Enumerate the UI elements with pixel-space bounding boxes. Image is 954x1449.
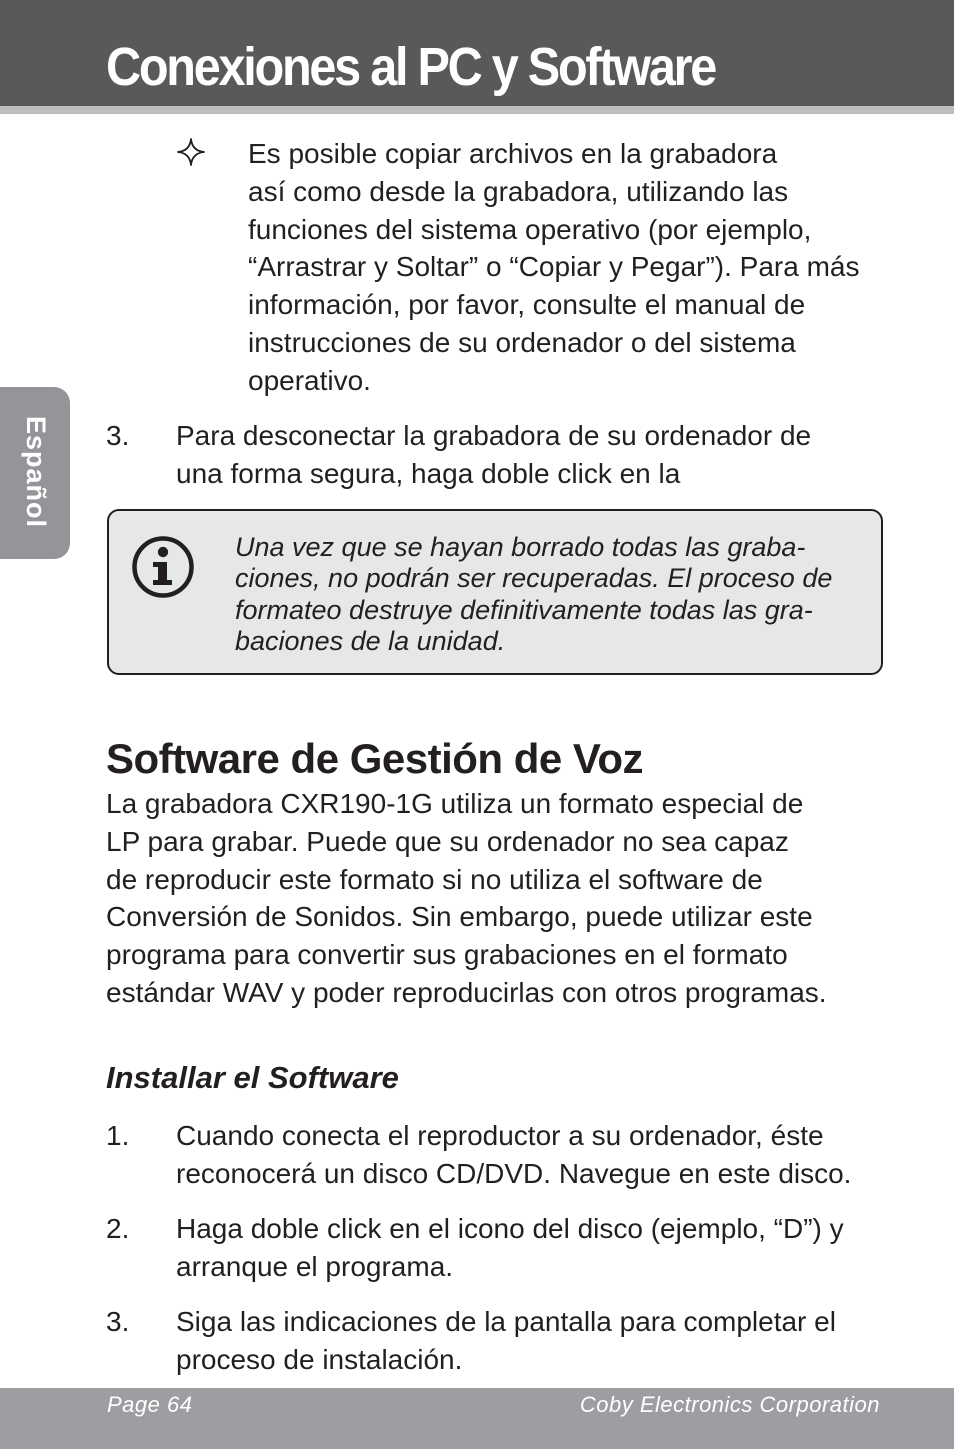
text-line: Siga las indicaciones de la pantalla para completar el xyxy=(176,1306,836,1337)
text-line: una forma segura, haga doble click en la xyxy=(176,457,681,489)
company-name: Coby Electronics Corporation xyxy=(579,1392,880,1417)
text-line: formateo destruye definitivamente todas las gra- xyxy=(235,594,813,625)
step-text xyxy=(176,1210,896,1286)
text-line: información, por favor, consulte el manual de xyxy=(248,289,806,321)
bullet-text xyxy=(248,135,898,400)
language-tab-label: Español xyxy=(21,416,51,529)
step-number: 3. xyxy=(106,1306,130,1337)
text-line: funciones del sistema operativo (por ejemplo, xyxy=(248,213,812,245)
step-text xyxy=(176,1117,896,1193)
text-line: Conversión de Sonidos. Sin embargo, puede utilizar este xyxy=(106,901,813,933)
step-number: 3. xyxy=(106,420,130,451)
four-point-star-icon xyxy=(176,137,206,167)
section-paragraph xyxy=(106,785,896,1012)
step-text xyxy=(176,1303,896,1379)
text-line: estándar WAV y poder reproducirlas con otros programas. xyxy=(106,976,827,1008)
text-line: reconocerá un disco CD/DVD. Navegue en este disco. xyxy=(176,1157,852,1189)
note-box xyxy=(107,509,883,675)
step-text xyxy=(176,417,896,493)
text-line: instrucciones de su ordenador o del sistema xyxy=(248,326,796,358)
text-line: Haga doble click en el icono del disco (ejemplo, “D”) y xyxy=(176,1213,844,1244)
text-line: Es posible copiar archivos en la grabadora xyxy=(248,138,778,169)
text-line: operativo. xyxy=(248,364,371,396)
text-line: así como desde la grabadora, utilizando las xyxy=(248,175,789,207)
page-number: Page 64 xyxy=(107,1392,193,1417)
text-line: Cuando conecta el reproductor a su ordenador, éste xyxy=(176,1120,824,1151)
note-text xyxy=(235,532,857,657)
text-line: de reproducir este formato si no utiliza el software de xyxy=(106,863,763,895)
text-line: “Arrastrar y Soltar” o “Copiar y Pegar”). Para más xyxy=(248,251,860,283)
text-line: ciones, no podrán ser recuperadas. El proceso de xyxy=(235,563,833,594)
install-heading: Installar el Software xyxy=(106,1060,399,1095)
text-line: Una vez que se hayan borrado todas las graba- xyxy=(235,532,806,562)
text-line: programa para convertir sus grabaciones en el formato xyxy=(106,939,788,971)
page-title: Conexiones al PC y Software xyxy=(106,37,716,97)
step-number: 2. xyxy=(106,1213,130,1244)
text-line: proceso de instalación. xyxy=(176,1343,463,1375)
header-rule xyxy=(0,106,954,114)
step-number: 1. xyxy=(106,1120,130,1151)
text-line: arranque el programa. xyxy=(176,1250,454,1282)
text-line: baciones de la unidad. xyxy=(235,625,506,656)
section-heading: Software de Gestión de Voz xyxy=(106,735,643,782)
info-icon xyxy=(131,535,195,599)
text-line: La grabadora CXR190-1G utiliza un formato especial de xyxy=(106,788,804,819)
text-line: Para desconectar la grabadora de su ordenador de xyxy=(176,420,812,451)
text-line: LP para grabar. Puede que su ordenador no sea capaz xyxy=(106,825,789,857)
